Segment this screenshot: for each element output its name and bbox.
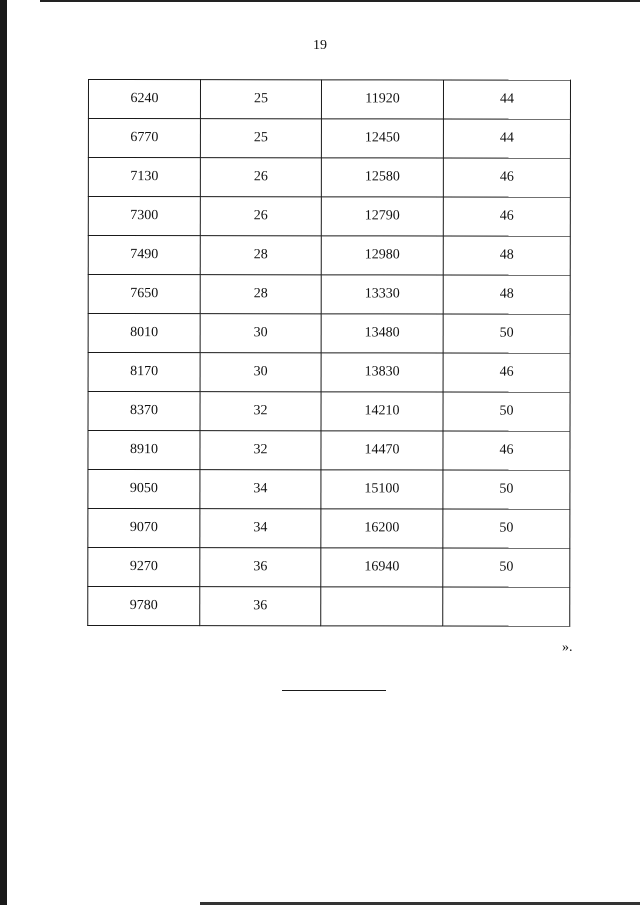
- table-row: [88, 392, 570, 432]
- table-row: [88, 158, 570, 198]
- table-cell: 14210: [321, 392, 443, 431]
- table-cell: 36: [200, 587, 321, 626]
- table-cell: 9270: [88, 548, 200, 587]
- table-row: [88, 314, 570, 354]
- table-row: [88, 353, 570, 393]
- table-cell: 34: [200, 470, 321, 509]
- table-cell: 30: [200, 314, 321, 353]
- table-cell: 9070: [88, 509, 200, 548]
- table-cell: 44: [443, 119, 570, 158]
- table-cell: 11920: [321, 80, 443, 119]
- table-cell: 16940: [321, 548, 443, 587]
- table-cell: 6770: [88, 119, 200, 158]
- table-cell: 30: [200, 353, 321, 392]
- table-cell: 15100: [321, 470, 443, 509]
- table-cell: 50: [443, 392, 570, 431]
- table-cell: 12450: [321, 119, 443, 158]
- table-cell: 9780: [88, 587, 200, 626]
- table-cell: 25: [200, 80, 321, 119]
- table-cell: 44: [443, 80, 570, 119]
- table-cell: 48: [443, 236, 570, 275]
- table-cell: 46: [443, 353, 570, 392]
- table-cell: 34: [200, 509, 321, 548]
- table-cell: 26: [200, 158, 321, 197]
- table-cell: 12980: [321, 236, 443, 275]
- table-cell: 32: [200, 431, 321, 470]
- table-cell: 13480: [321, 314, 443, 353]
- table-row: [88, 275, 570, 315]
- table-cell: 50: [443, 548, 570, 587]
- table-cell: 46: [443, 158, 570, 197]
- table-cell: 9050: [88, 470, 200, 509]
- table-cell: 36: [200, 548, 321, 587]
- table-cell: 7650: [88, 275, 200, 314]
- table-cell: 28: [200, 236, 321, 275]
- table-cell: 26: [200, 197, 321, 236]
- table-row: [88, 119, 570, 159]
- separator-line: [282, 690, 386, 691]
- table-row: [88, 197, 570, 237]
- table-cell: 32: [200, 392, 321, 431]
- scan-edge-left: [0, 0, 7, 905]
- table-cell: 8910: [88, 431, 200, 470]
- table-cell: 50: [443, 509, 570, 548]
- table-row: [88, 587, 570, 627]
- table-cell: [443, 587, 570, 626]
- table-cell: 8010: [88, 314, 200, 353]
- table-cell: 8170: [88, 353, 200, 392]
- table-cell: 50: [443, 470, 570, 509]
- table-cell: 13830: [321, 353, 443, 392]
- table-cell: 50: [443, 314, 570, 353]
- table-cell: 13330: [321, 275, 443, 314]
- table-row: [88, 470, 570, 510]
- table-row: [88, 431, 570, 471]
- table-cell: 12580: [321, 158, 443, 197]
- table-cell: 7130: [88, 158, 200, 197]
- table-row: [88, 509, 570, 549]
- table-cell: 46: [443, 431, 570, 470]
- table-row: [88, 236, 570, 276]
- closing-quote: ».: [562, 640, 573, 655]
- table-cell: [321, 587, 443, 626]
- table-cell: 7490: [88, 236, 200, 275]
- table-row: [88, 80, 570, 120]
- table-cell: 14470: [321, 431, 443, 470]
- table-cell: 6240: [88, 80, 200, 119]
- table-cell: 8370: [88, 392, 200, 431]
- page-number: 19: [313, 38, 327, 53]
- table-row: [88, 548, 570, 588]
- table-cell: 7300: [88, 197, 200, 236]
- table-cell: 12790: [321, 197, 443, 236]
- table-body: [88, 80, 571, 627]
- table-cell: 25: [200, 119, 321, 158]
- scan-edge-top: [40, 0, 640, 2]
- table-cell: 28: [200, 275, 321, 314]
- table-cell: 16200: [321, 509, 443, 548]
- table-cell: 46: [443, 197, 570, 236]
- data-table: [87, 79, 571, 627]
- table-cell: 48: [443, 275, 570, 314]
